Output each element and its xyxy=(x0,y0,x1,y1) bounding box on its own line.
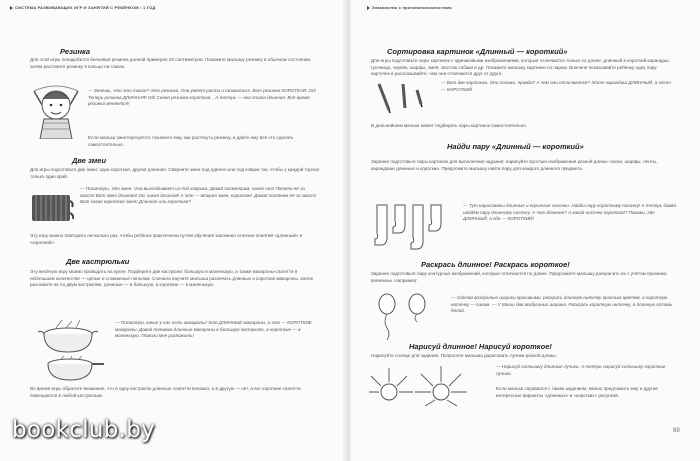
section-text-intro: Заранее подготовьте пару контурных изображений, которые отличаются по длине. Предложите малышу раскрасить их с учётом признака величины. Например: xyxy=(371,271,667,283)
section-dialogue: — Посмотри, это змея. Она выглядывает из-под коврика. Давай посмотрим, какая она! Потяни её за хвост! Вот змея длинная! Ой, какая длинная! А это — вторая змея, короткая. Давай потянем её за хвост! Вот какая короткая змея! Длинная или короткая? xyxy=(80,186,317,205)
snakes-under-rug-illustration xyxy=(30,193,74,223)
section-dialogue: — Нарисуй солнышку длинные лучики. А теперь нарисуй солнышку короткие лучики. xyxy=(496,364,666,376)
section-dialogue: — Знаешь, что это такое? Это резинка. Она умеет расти и сжиматься. Вот резинка КОРОТКАЯ. Ой! Теперь резинка ДЛИННАЯ! Ой! Снова резинка короткая... А теперь — она стала длинная. Всё время резинка меняется! xyxy=(88,88,316,107)
section-dialogue: — Сделай воздушные шарики красивыми: раскрась длинную ниточку красным цветом, а короткую ниточку — синим. — У Миши два воздушных шарика. Раскрась короткую ниточку, а длинную оставь белой. xyxy=(451,295,673,314)
section-text-outro: Если малыш справился с таким заданием, можно предложить ему и другие интересные варианты «длинных» и «коротких» рисунков. xyxy=(496,386,658,398)
section-text-intro: Для игры подготовьте пары картинок с одинаковыми изображениями, которые отличаются только по длине: длинный и короткий карандаш, гусеница, червяк, шарфы, змея, хвостик собаки и др. Покажите малышу картинки по парам. Вначале показывайте ребёнку одну пару карточек и рассказывайте, чем они отличаются друг от друга. xyxy=(371,58,670,77)
section-text-intro: Нарисуйте солнце для задания. Попросите малыша дорисовать лучики разной длины. xyxy=(371,353,557,358)
section-title-raskras: Раскрась длинное! Раскрась короткое! xyxy=(421,260,570,269)
pencils-illustration xyxy=(371,82,431,114)
section-title-sortirovka: Сортировка картинок «Длинный — короткий» xyxy=(387,47,568,56)
balloons-illustration xyxy=(373,292,443,342)
right-page xyxy=(351,0,700,461)
triangle-icon xyxy=(367,6,370,10)
section-text-outro: Во время игры обратите внимание, что в одну кастрюлю длинные спагетти влезают, а в другую — нет, а вот короткие спагетти помещаются в любой кастрюльке. xyxy=(30,386,301,398)
running-head-left: СИСТЕМА РАЗВИВАЮЩИХ ИГР И ЗАНЯТИЙ С РЕБЁНКОМ • 1 ГОД xyxy=(10,5,155,10)
page-number: 69 xyxy=(673,428,680,434)
section-title-naidi-paru: Найди пару «Длинный — короткий» xyxy=(447,142,584,151)
section-title-dve-kastryulki: Две кастрюльки xyxy=(66,257,130,266)
running-head-right: Знакомство с противоположностями xyxy=(367,5,452,10)
section-title-rezinka: Резинка xyxy=(60,47,91,56)
boy-with-elastic-illustration xyxy=(30,83,82,139)
section-text-intro: Эту весёлую игру можно проводить на кухне. Подберите две кастрюли: большую и маленькую, а также макароны-спагетти в небольшом количестве — целые и сломанные пополам. Сначала научите малыша различать длинные и короткие макароны, затем разложите их по двум кастрюлям: длинные — в большую, а короткие — в маленькую. xyxy=(30,269,313,288)
section-text-outro: Эту игру можно повторить несколько раз, чтобы ребёнок практически путём обучения запомнил отличие понятий «длинный» и «короткий». xyxy=(30,233,303,245)
section-title-narisui: Нарисуй длинное! Нарисуй короткое! xyxy=(409,342,552,351)
suns-illustration xyxy=(369,362,493,408)
section-text-intro: Заранее подготовьте пары картинок для выполнения задания: нарисуйте простые изображения разной длины: носки, шарфы, ленты, карандаши длинные и короткие. Предложите малышу найти пару для каждого длинного предмета. xyxy=(371,159,658,171)
section-text-intro: Для игры подготовьте две змеи: одна короткая, другая длинная. Сверните змеи под одеяло или под коврик так, чтобы у каждой торчал только один край. xyxy=(30,167,320,179)
pots-illustration xyxy=(32,318,110,384)
section-title-dve-zmei: Две змеи xyxy=(72,156,107,165)
section-dialogue: — Тут нарисованы длинные и короткие носочки. Найди пару короткому носочку! А теперь давай найдём пару длинному носочку. А что длинное? А какой носочек короткий? Покажи, где ДЛИННЫЙ, а где — КОРОТКИЙ! xyxy=(463,203,676,222)
section-dialogue: — Посмотри, какие у нас есть макароны! Это ДЛИННЫЕ макароны, а это — КОРОТКИЕ макароны. Давай положим длинные макароны в большую кастрюлю, а короткие — в маленькую. Помоги мне разложить! xyxy=(115,320,312,339)
section-text-outro: Если малыш заинтересуется, покажите ему, как растянуть резинку, и дайте ему всё это сделать самостоятельно. xyxy=(88,135,294,147)
section-text-intro: Для этой игры понадобится бельевая резинка длиной примерно 20 сантиметров. Покажите малышу резинку в обычном состоянии, затем растяните резинку в кольцо на глазах. xyxy=(30,57,312,69)
triangle-icon xyxy=(10,6,13,10)
watermark-logo: bookclub.by xyxy=(12,417,156,443)
socks-illustration xyxy=(373,203,457,253)
section-dialogue: — Вот две картинки. Они похожи, правда? А чем они отличаются? Этот карандаш ДЛИННЫЙ, а этот — КОРОТКИЙ. xyxy=(441,80,671,92)
left-page xyxy=(0,0,345,461)
section-text-outro: В дальнейшем малыш может подбирать пары картинок самостоятельно. xyxy=(371,123,527,128)
